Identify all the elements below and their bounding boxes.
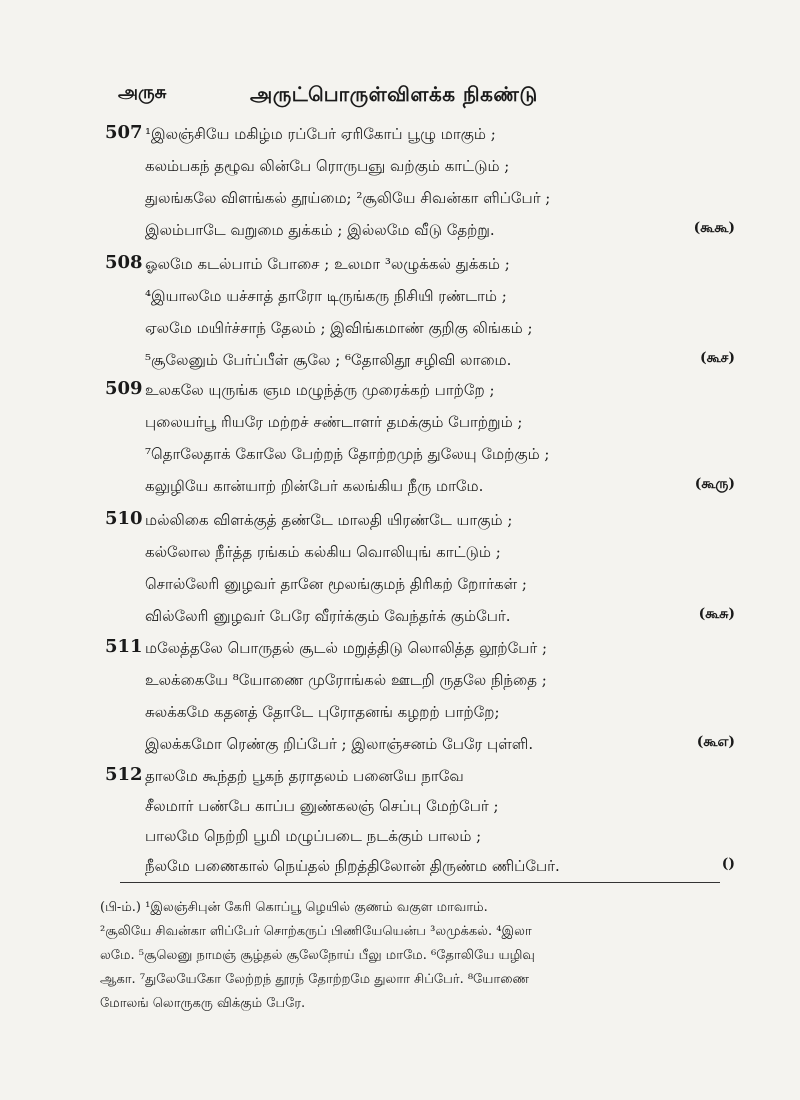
running-title: அருட்பொருள்விளக்க நிகண்டு [250, 82, 538, 106]
verse-line: நீலமே பணைகால் நெய்தல் நிறத்திலோன் திருண்ம ணிப்பேர். [145, 857, 560, 875]
verse-line: ஏலமே மயிர்ச்சாந் தேலம் ; இவிங்கமாண் குறிகு லிங்கம் ; [145, 319, 533, 337]
verse-line: வில்லேரி னுழவர் பேரே வீரர்க்கும் வேந்தர்க் கும்பேர். [145, 607, 511, 625]
footnote-line: ஆகா. ⁷துலேயேகோ லேற்றந் தூரந் தோற்றமே துலாா சிப்பேர். ⁸யோணை [100, 972, 530, 987]
page-number: அருசு [118, 82, 167, 103]
verse-line: சுலக்கமே கதனத் தோடே புரோதனங் கழறற் பாற்றே; [145, 703, 500, 721]
verse-line: ⁴இயாலமே யச்சாத் தாரோ டிருங்கரு நிசியி ரண்டாம் ; [145, 287, 507, 305]
verse-count: (கூசு) [698, 606, 735, 622]
verse-number: 509 [105, 378, 143, 399]
verse-number: 511 [105, 636, 143, 657]
verse-count: (கூரு) [694, 476, 735, 492]
verse-line: ¹இலஞ்சியே மகிழ்ம ரப்பேர் ஏரிகோப் பூழு மாகும் ; [145, 125, 496, 143]
verse-line: ⁵சூலேனும் பேர்ப்பீள் சூலே ; ⁶தோலிதூ சழிவி லாமை. [145, 351, 512, 369]
verse-line: சீலமார் பண்பே காப்ப னுண்கலஞ் செப்பு மேற்பேர் ; [145, 797, 499, 815]
verse-line: மலேத்தலே பொருதல் சூடல் மறுத்திடு லொலித்த லூற்பேர் ; [145, 639, 548, 657]
verse-line: இலம்பாடே வறுமை துக்கம் ; இல்லமே வீடு தேற்று. [145, 221, 495, 239]
verse-line: மல்லிகை விளக்குத் தண்டே மாலதி யிரண்டே யாகும் ; [145, 511, 513, 529]
verse-count: () [721, 856, 735, 872]
verse-line: உலக்கையே ⁸யோணை முரோங்கல் ஊடறி ருதலே நிந்தை ; [145, 671, 547, 689]
verse-line: பாலமே நெற்றி பூமி மழுப்படை நடக்கும் பாலம் ; [145, 827, 482, 845]
verse-line: தாலமே கூந்தற் பூகந் தராதலம் பனையே நாவே [145, 767, 464, 785]
verse-line: கல்லோல நீர்த்த ரங்கம் கல்கிய வொலியுங் காட்டும் ; [145, 543, 501, 561]
verse-line: கலுழியே கான்யாற் றின்பேர் கலங்கிய நீரு மாமே. [145, 477, 484, 495]
verse-line: உலகலே யுருங்க ஞம மழுந்த்ரு முரைக்கற் பாற்றே ; [145, 381, 495, 399]
footnote-divider [120, 882, 720, 883]
footnote-line: ²சூலியே சிவன்கா ளிப்பேர் சொற்கருப் பிணியேயென்ப ³லமுக்கல். ⁴இலா [100, 924, 532, 939]
footnote-line: மோலங் லொருகரு விக்கும் பேரே. [100, 996, 306, 1011]
verse-line: துலங்கலே விளங்கல் தூய்மை; ²சூலியே சிவன்கா ளிப்பேர் ; [145, 189, 551, 207]
verse-line: இலக்கமோ ரெண்கு றிப்பேர் ; இலாஞ்சனம் பேரே புள்ளி. [145, 735, 534, 753]
page-header [0, 82, 800, 112]
verse-number: 507 [105, 122, 143, 143]
verse-number: 512 [105, 764, 143, 785]
verse-number: 508 [105, 252, 143, 273]
verse-count: (கூஎ) [696, 734, 735, 750]
verse-line: கலம்பகந் தழூவ லின்பே ரொருபஞு வற்கும் காட்டும் ; [145, 157, 510, 175]
verse-number: 510 [105, 508, 143, 529]
verse-line: ஓலமே கடல்பாம் போசை ; உலமா ³லழுக்கல் துக்கம் ; [145, 255, 510, 273]
verse-count: (கூச) [699, 350, 735, 366]
footnote-line: லமே. ⁵சூலெனு நாமஞ் சூழ்தல் சூலேநோய் பீலு மாமே. ⁶தோலியே யழிவு [100, 948, 535, 963]
verse-count: (கூகூ) [693, 220, 735, 236]
verse-line: புலையர்பூ ரியரே மற்றச் சண்டாளர் தமக்கும் போற்றும் ; [145, 413, 523, 431]
verse-line: சொல்லேரி னுழவர் தானே மூலங்குமந் திரிகற் றோர்கள் ; [145, 575, 527, 593]
footnote-line: (பி-ம்.) ¹இலஞ்சிபுன் கேரி கொப்பூ ழெயில் குணம் வகுள மாவாம். [100, 900, 488, 915]
verse-line: ⁷தொலேதாக் கோலே பேற்றந் தோற்றமுந் துலேயு மேற்கும் ; [145, 445, 550, 463]
